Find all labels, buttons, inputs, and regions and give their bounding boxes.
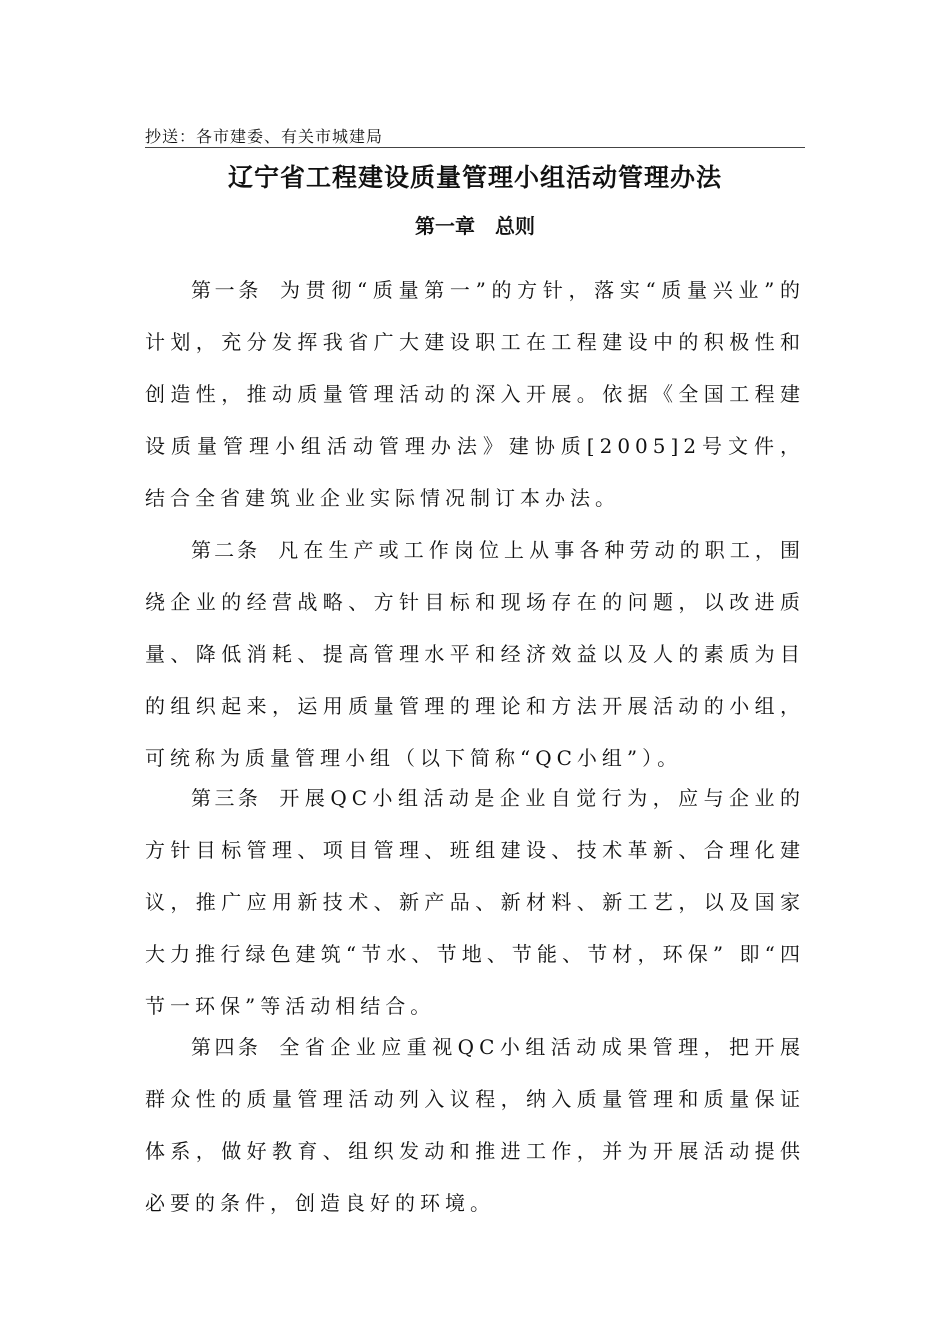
article-number: 第二条 (191, 538, 261, 562)
article-text: 开展QC小组活动是企业自觉行为，应与企业的方针目标管理、项目管理、班组建设、技术革新、合理化建议，推广应用新技术、新产品、新材料、新工艺，以及国家大力推行绿色建筑“节水、节地、节能、节材，环保” 即“四节一环保”等活动相结合。 (145, 786, 805, 1018)
document-title: 辽宁省工程建设质量管理小组活动管理办法 (227, 163, 722, 192)
chapter-heading: 第一章 总则 (415, 214, 535, 238)
article-number: 第四条 (191, 1035, 262, 1059)
article-number: 第一条 (191, 278, 263, 302)
article-3 (145, 772, 805, 1032)
article-1 (145, 264, 805, 524)
article-text: 全省企业应重视QC小组活动成果管理，把开展群众性的质量管理活动列入议程，纳入质量管理和质量保证体系，做好教育、组织发动和推进工作，并为开展活动提供必要的条件，创造良好的环境。 (145, 1035, 805, 1215)
article-text: 为贯彻“质量第一”的方针，落实“质量兴业”的计划，充分发挥我省广大建设职工在工程建设中的积极性和创造性，推动质量管理活动的深入开展。依据《全国工程建设质量管理小组活动管理办法》建协质[2005]2号文件，结合全省建筑业企业实际情况制订本办法。 (145, 278, 805, 510)
article-4 (145, 1021, 805, 1229)
article-2 (145, 524, 805, 784)
article-text: 凡在生产或工作岗位上从事各种劳动的职工，围绕企业的经营战略、方针目标和现场存在的问题，以改进质量、降低消耗、提高管理水平和经济效益以及人的素质为目的组织起来，运用质量管理的理论和方法开展活动的小组，可统称为质量管理小组（以下简称“QC小组”）。 (145, 538, 806, 770)
cc-line: 抄送：各市建委、有关市城建局 (145, 127, 805, 148)
article-number: 第三条 (191, 786, 262, 810)
